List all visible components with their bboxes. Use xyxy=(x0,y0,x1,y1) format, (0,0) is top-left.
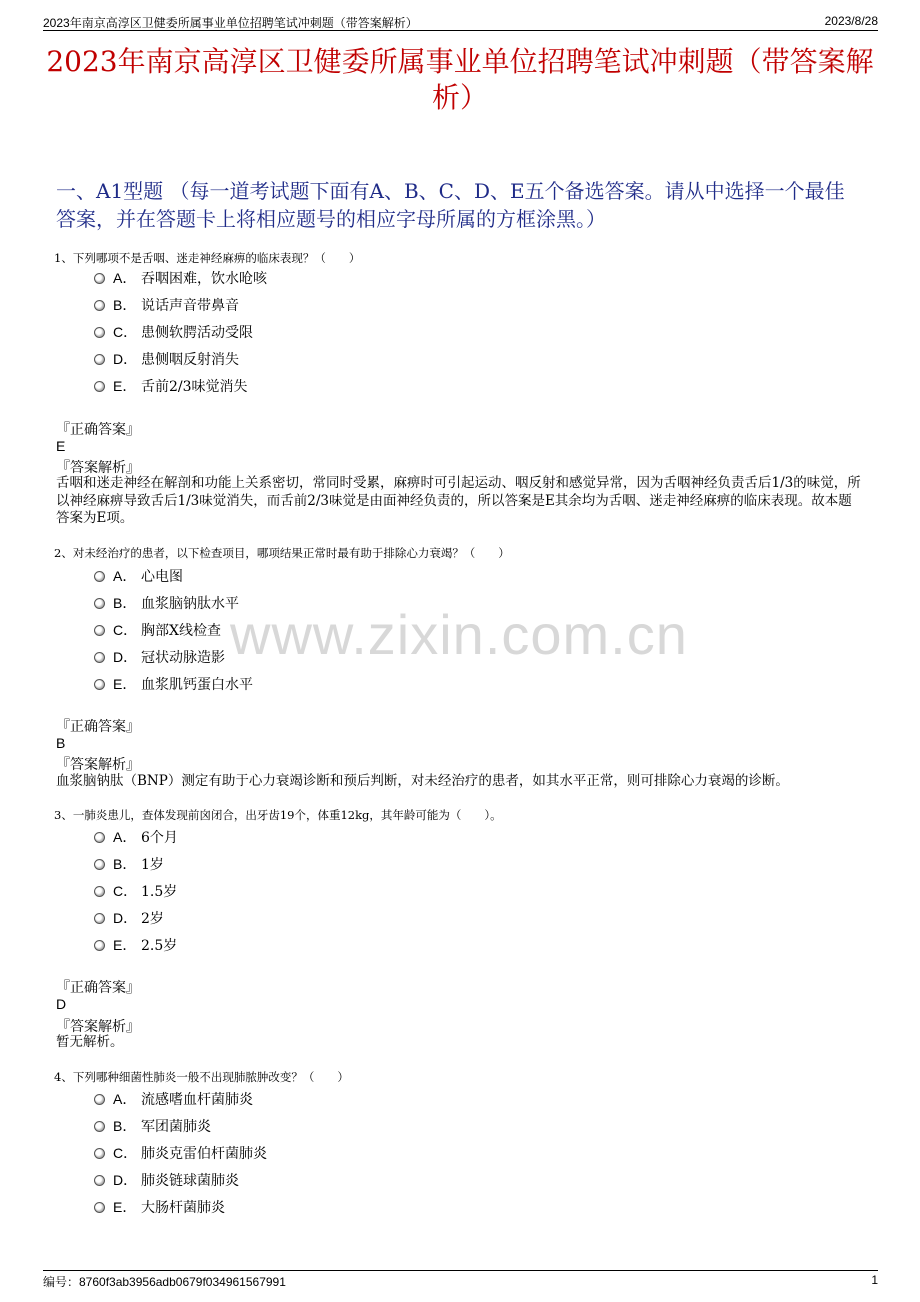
radio-icon[interactable] xyxy=(94,625,105,636)
radio-icon[interactable] xyxy=(94,300,105,311)
option-text: 肺炎链球菌肺炎 xyxy=(141,1173,239,1189)
answer-value: B xyxy=(56,735,66,751)
option-text: 胸部X线检查 xyxy=(141,623,221,639)
explanation-text: 血浆脑钠肽（BNP）测定有助于心力衰竭诊断和预后判断，对未经治疗的患者，如其水平正常，则可排除心力衰竭的诊断。 xyxy=(56,773,789,789)
option-letter: D． xyxy=(113,1172,138,1188)
option-letter: A． xyxy=(113,829,137,845)
option-text: 流感嗜血杆菌肺炎 xyxy=(141,1092,253,1108)
option-letter: E． xyxy=(113,676,137,692)
option-1c[interactable] xyxy=(94,322,253,342)
option-text: 2.5岁 xyxy=(141,938,178,954)
radio-icon[interactable] xyxy=(94,940,105,951)
option-letter: B． xyxy=(113,595,137,611)
option-4b[interactable] xyxy=(94,1116,211,1136)
option-letter: D． xyxy=(113,910,138,926)
option-letter: B． xyxy=(113,297,137,313)
option-text: 舌前2/3味觉消失 xyxy=(141,379,248,395)
radio-icon[interactable] xyxy=(94,886,105,897)
option-letter: B． xyxy=(113,856,137,872)
option-2c[interactable] xyxy=(94,620,221,640)
option-text: 2岁 xyxy=(141,911,164,927)
option-2a[interactable] xyxy=(94,566,183,586)
radio-icon[interactable] xyxy=(94,859,105,870)
radio-icon[interactable] xyxy=(94,913,105,924)
watermark: www.zixin.com.cn xyxy=(230,603,688,666)
option-letter: E． xyxy=(113,378,137,394)
header-date: 2023/8/28 xyxy=(824,14,878,28)
radio-icon[interactable] xyxy=(94,832,105,843)
option-4e[interactable] xyxy=(94,1197,225,1217)
option-text: 大肠杆菌肺炎 xyxy=(141,1200,225,1216)
option-4c[interactable] xyxy=(94,1143,267,1163)
radio-icon[interactable] xyxy=(94,273,105,284)
question-2-text: 2、对未经治疗的患者，以下检查项目，哪项结果正常时最有助于排除心力衰竭？（ ） xyxy=(54,546,510,560)
radio-icon[interactable] xyxy=(94,571,105,582)
option-letter: C． xyxy=(113,1145,138,1161)
radio-icon[interactable] xyxy=(94,1175,105,1186)
section-heading: 一、A1型题 （每一道考试题下面有A、B、C、D、E五个备选答案。请从中选择一个最佳答案，并在答题卡上将相应题号的相应字母所属的方框涂黑。） xyxy=(56,179,845,231)
option-letter: C． xyxy=(113,324,138,340)
option-3c[interactable] xyxy=(94,881,177,901)
header-doc-title: 2023年南京高淳区卫健委所属事业单位招聘笔试冲刺题（带答案解析） xyxy=(43,16,418,30)
page-header xyxy=(43,12,878,31)
option-text: 军团菌肺炎 xyxy=(141,1119,211,1135)
option-text: 冠状动脉造影 xyxy=(141,650,225,666)
option-text: 1岁 xyxy=(141,857,164,873)
answer-value: D xyxy=(56,996,67,1012)
option-letter: D． xyxy=(113,351,138,367)
option-text: 6个月 xyxy=(141,830,178,846)
option-text: 吞咽困难，饮水呛咳 xyxy=(141,271,267,287)
option-2e[interactable] xyxy=(94,674,253,694)
answer-label: 『正确答案』 xyxy=(56,980,140,996)
option-letter: E． xyxy=(113,1199,137,1215)
option-4d[interactable] xyxy=(94,1170,239,1190)
option-1a[interactable] xyxy=(94,268,267,288)
radio-icon[interactable] xyxy=(94,1121,105,1132)
option-text: 患侧咽反射消失 xyxy=(141,352,239,368)
explanation-label: 『答案解析』 xyxy=(56,757,140,773)
option-text: 1.5岁 xyxy=(141,884,178,900)
option-letter: A． xyxy=(113,270,137,286)
page-footer xyxy=(43,1270,878,1289)
option-1b[interactable] xyxy=(94,295,239,315)
option-3b[interactable] xyxy=(94,854,164,874)
radio-icon[interactable] xyxy=(94,327,105,338)
radio-icon[interactable] xyxy=(94,679,105,690)
option-letter: A． xyxy=(113,568,137,584)
option-text: 血浆肌钙蛋白水平 xyxy=(141,677,253,693)
explanation-text: 暂无解析。 xyxy=(56,1034,124,1050)
radio-icon[interactable] xyxy=(94,1094,105,1105)
document-title: 2023年南京高淳区卫健委所属事业单位招聘笔试冲刺题（带答案解析） xyxy=(46,45,874,114)
option-letter: D． xyxy=(113,649,138,665)
option-text: 血浆脑钠肽水平 xyxy=(141,596,239,612)
option-1e[interactable] xyxy=(94,376,248,396)
question-1-text: 1、下列哪项不是舌咽、迷走神经麻痹的临床表现？（ ） xyxy=(54,251,361,265)
radio-icon[interactable] xyxy=(94,598,105,609)
answer-value: E xyxy=(56,438,66,454)
option-letter: A． xyxy=(113,1091,137,1107)
option-3e[interactable] xyxy=(94,935,177,955)
option-text: 患侧软腭活动受限 xyxy=(141,325,253,341)
option-text: 肺炎克雷伯杆菌肺炎 xyxy=(141,1146,267,1162)
radio-icon[interactable] xyxy=(94,354,105,365)
option-letter: C． xyxy=(113,883,138,899)
option-text: 说话声音带鼻音 xyxy=(141,298,239,314)
question-4-text: 4、下列哪种细菌性肺炎一般不出现肺脓肿改变？（ ） xyxy=(54,1070,349,1084)
option-3d[interactable] xyxy=(94,908,164,928)
radio-icon[interactable] xyxy=(94,381,105,392)
explanation-text: 舌咽和迷走神经在解剖和功能上关系密切，常同时受累，麻痹时可引起运动、咽反射和感觉异常，因为舌咽神经负责舌后1/3的味觉，所以神经麻痹导致舌后1/3味觉消失，而舌前2/3味觉是由面神经负责的，所以答案是E其余均为舌咽、迷走神经麻痹的临床表现。故本题答案为E项。 xyxy=(56,475,861,526)
answer-label: 『正确答案』 xyxy=(56,719,140,735)
radio-icon[interactable] xyxy=(94,652,105,663)
option-1d[interactable] xyxy=(94,349,239,369)
option-letter: B． xyxy=(113,1118,137,1134)
page-number: 1 xyxy=(871,1273,878,1287)
option-2b[interactable] xyxy=(94,593,239,613)
option-4a[interactable] xyxy=(94,1089,253,1109)
explanation-label: 『答案解析』 xyxy=(56,460,140,476)
question-3-text: 3、一肺炎患儿，查体发现前囟闭合，出牙齿19个，体重12kg，其年龄可能为（ ）。 xyxy=(54,808,502,822)
option-letter: C． xyxy=(113,622,138,638)
option-text: 心电图 xyxy=(141,569,183,585)
option-letter: E． xyxy=(113,937,137,953)
document-id: 编号：8760f3ab3956adb0679f034961567991 xyxy=(43,1275,286,1289)
explanation-label: 『答案解析』 xyxy=(56,1019,140,1035)
radio-icon[interactable] xyxy=(94,1148,105,1159)
radio-icon[interactable] xyxy=(94,1202,105,1213)
option-3a[interactable] xyxy=(94,827,178,847)
answer-label: 『正确答案』 xyxy=(56,422,140,438)
option-2d[interactable] xyxy=(94,647,225,667)
